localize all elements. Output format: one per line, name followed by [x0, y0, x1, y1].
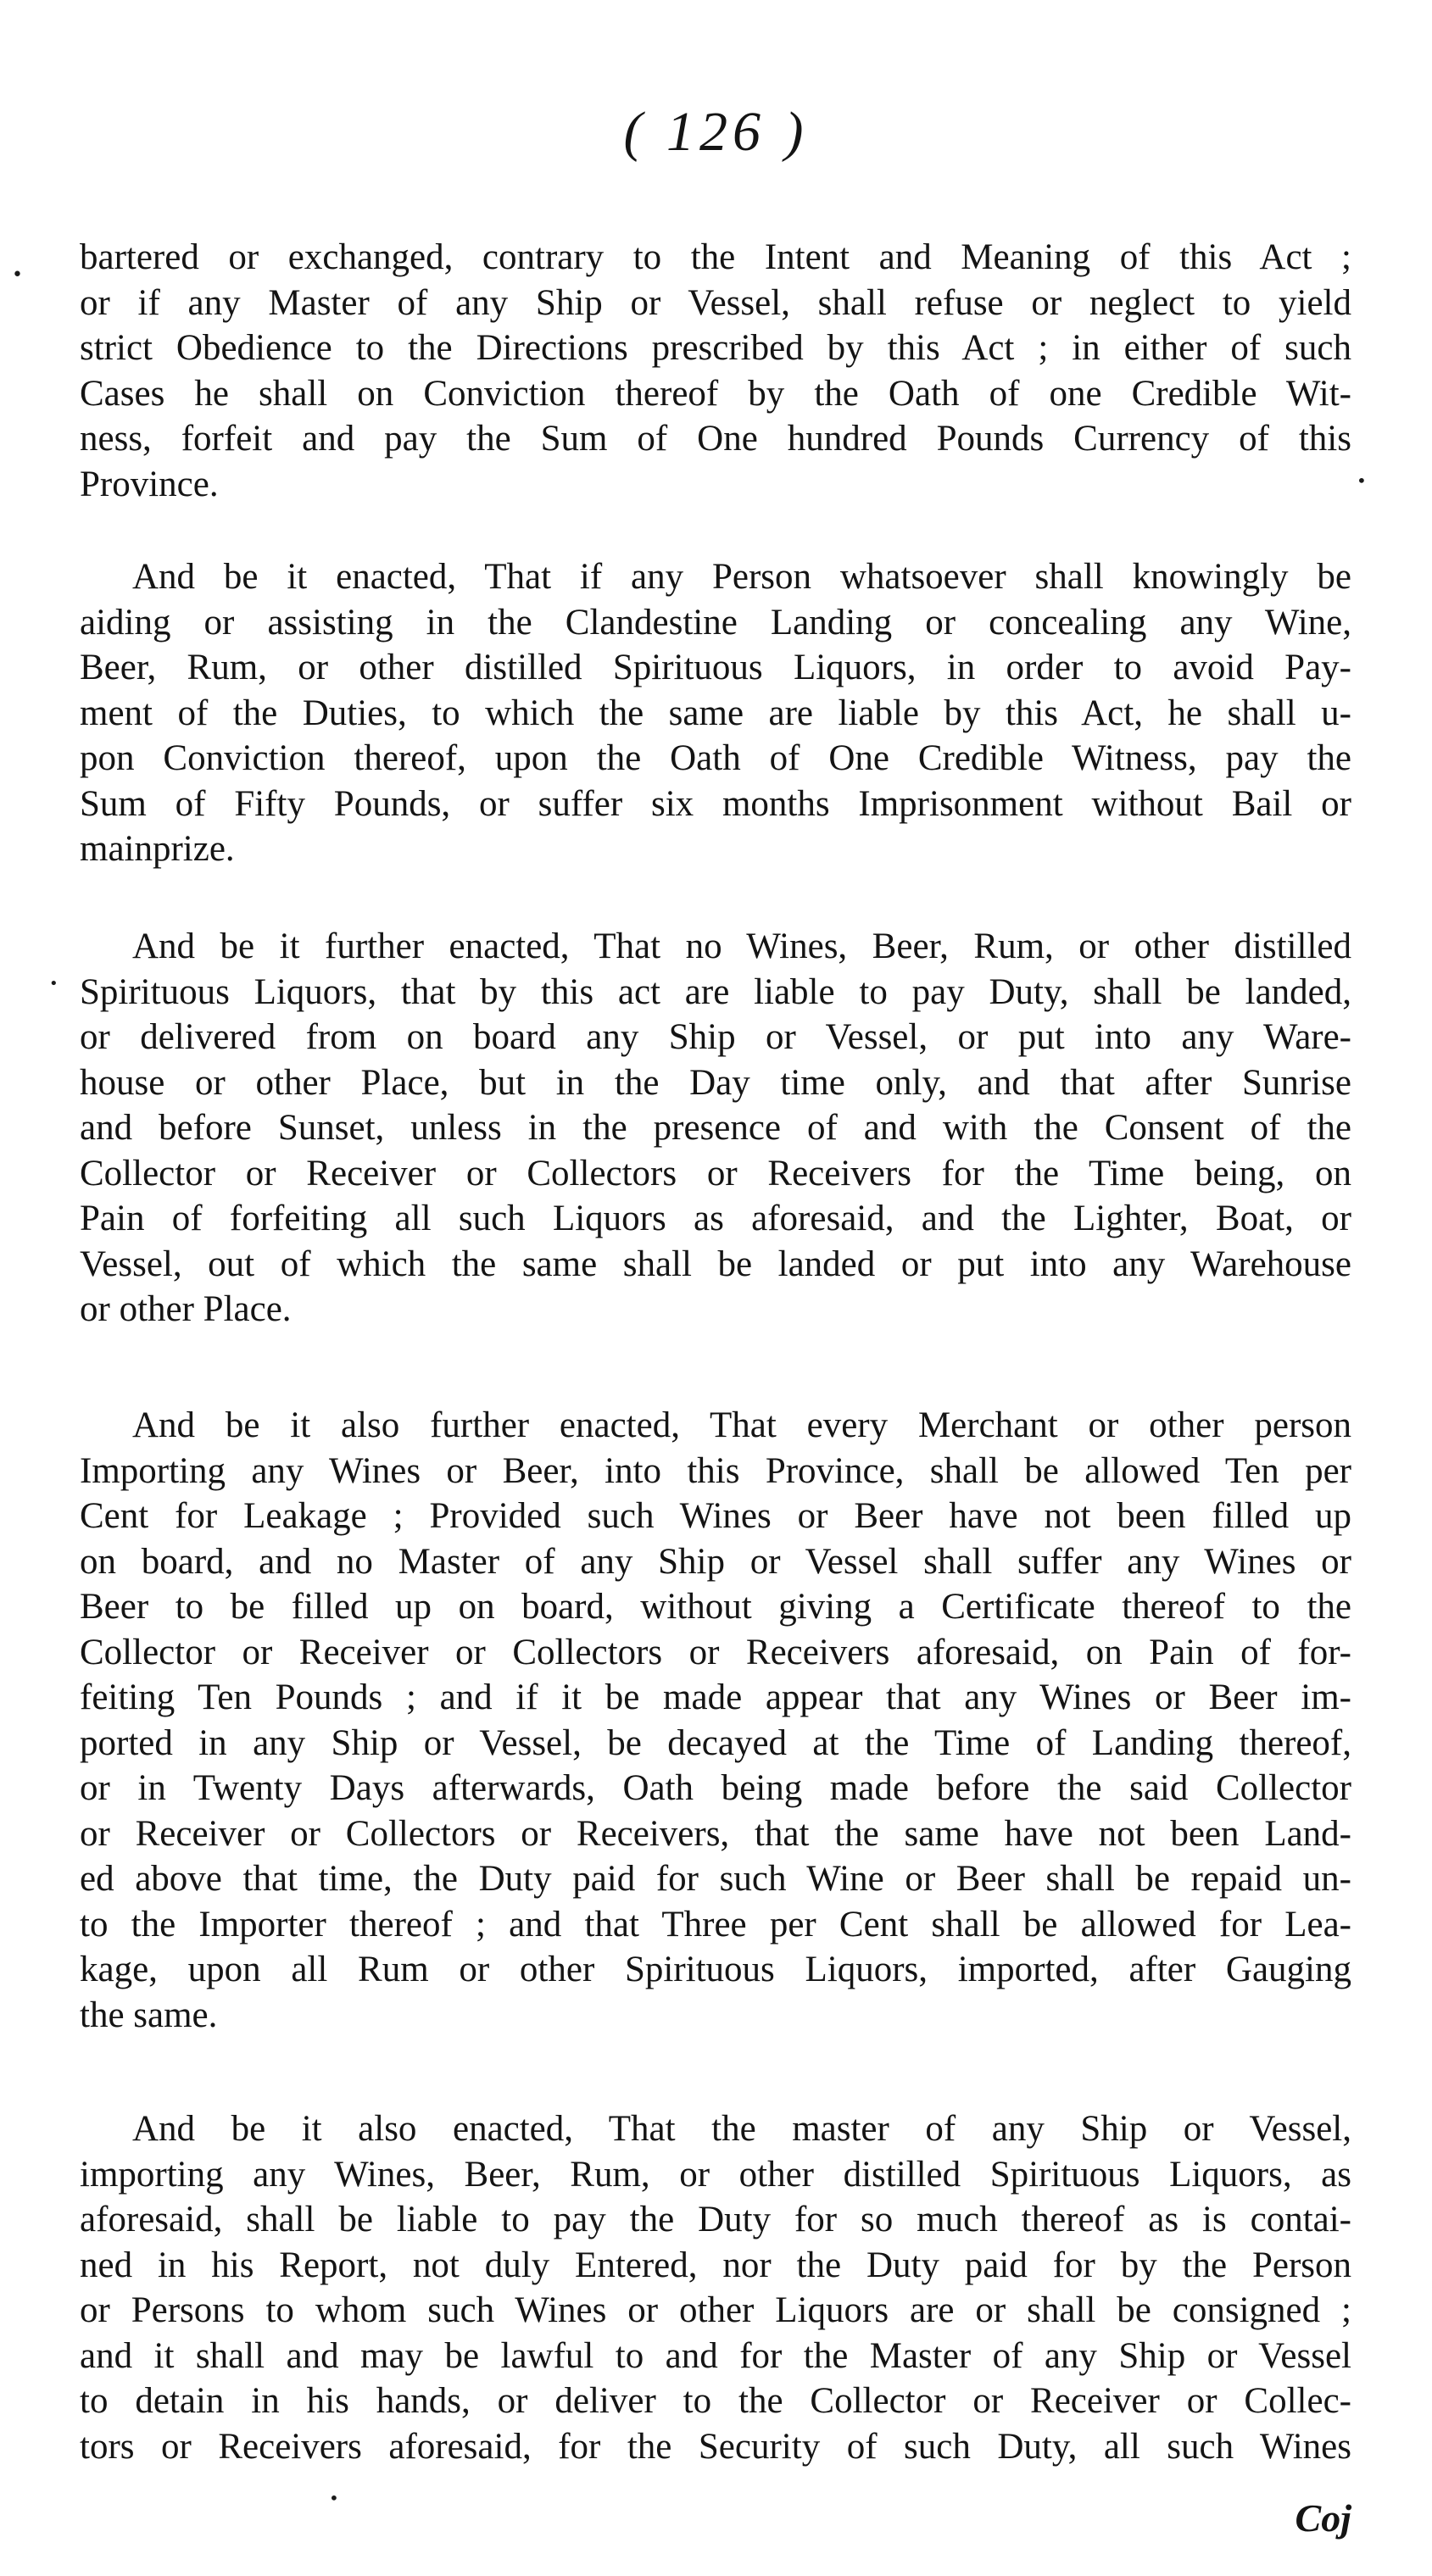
text-line: or in Twenty Days afterwards, Oath being made before the said Collector — [80, 1768, 1351, 1808]
paragraph-enactment — [80, 554, 1351, 872]
text-line: ed above that time, the Duty paid for such Wine or Beer shall be repaid un- — [80, 1859, 1351, 1899]
text-line: And be it also further enacted, That every Merchant or other person — [132, 1405, 1351, 1445]
text-line: ported in any Ship or Vessel, be decayed at the Time of Landing thereof, — [80, 1722, 1351, 1763]
text-line: to the Importer thereof ; and that Three per Cent shall be allowed for Lea- — [80, 1904, 1351, 1945]
text-line: aiding or assisting in the Clandestine Landing or concealing any Wine, — [80, 602, 1351, 643]
text-line: mainprize. — [80, 829, 235, 869]
text-line: to detain in his hands, or deliver to the Collector or Receiver or Collec- — [80, 2381, 1351, 2421]
text-line: Collector or Receiver or Collectors or Receivers for the Time being, on — [80, 1153, 1351, 1193]
text-line: Beer, Rum, or other distilled Spirituous Liquors, in order to avoid Pay- — [80, 648, 1351, 687]
text-line: Spirituous Liquors, that by this act are liable to pay Duty, shall be landed, — [80, 971, 1351, 1012]
text-line: Province. — [80, 464, 219, 504]
text-line: the same. — [80, 1995, 218, 2035]
text-line: Pain of forfeiting all such Liquors as aforesaid, and the Lighter, Boat, or — [80, 1199, 1351, 1238]
paragraph-enactment — [80, 1403, 1351, 2038]
text-line: Sum of Fifty Pounds, or suffer six months Imprisonment without Bail or — [80, 783, 1351, 824]
paragraph-enactment — [80, 2106, 1351, 2469]
text-line: or delivered from on board any Ship or Vessel, or put into any Ware- — [80, 1017, 1351, 1057]
page-number: ( 126 ) — [623, 101, 809, 163]
text-line: Beer to be filled up on board, without giving a Certificate thereof to the — [80, 1587, 1351, 1627]
paragraph-enactment — [80, 924, 1351, 1333]
text-line: And be it also enacted, That the master of any Ship or Vessel, — [132, 2109, 1351, 2149]
ink-speck: • — [12, 264, 23, 286]
text-line: kage, upon all Rum or other Spirituous Liquors, imported, after Gauging — [80, 1950, 1351, 1989]
text-line: or Persons to whom such Wines or other Liquors are or shall be consigned ; — [80, 2290, 1351, 2330]
text-line: house or other Place, but in the Day time only, and that after Sunrise — [80, 1062, 1351, 1103]
ink-speck: • — [329, 2488, 339, 2508]
text-line: aforesaid, shall be liable to pay the Duty for so much thereof as is contai- — [80, 2200, 1351, 2239]
text-line: on board, and no Master of any Ship or Vessel shall suffer any Wines or — [80, 1541, 1351, 1582]
text-line: tors or Receivers aforesaid, for the Security of such Duty, all such Wines — [80, 2426, 1351, 2467]
text-line: or Receiver or Collectors or Receivers, that the same have not been Land- — [80, 1813, 1351, 1854]
text-line: pon Conviction thereof, upon the Oath of One Credible Witness, pay the — [80, 738, 1351, 778]
text-line: and before Sunset, unless in the presence of and with the Consent of the — [80, 1108, 1351, 1148]
text-line: ned in his Report, not duly Entered, nor the Duty paid for by the Person — [80, 2245, 1351, 2285]
text-line: and it shall and may be lawful to and for the Master of any Ship or Vessel — [80, 2335, 1351, 2376]
text-line: or if any Master of any Ship or Vessel, shall refuse or neglect to yield — [80, 282, 1351, 323]
text-line: Importing any Wines or Beer, into this Province, shall be allowed Ten per — [80, 1450, 1351, 1491]
text-line: And be it further enacted, That no Wines, Beer, Rum, or other distilled — [132, 926, 1351, 966]
text-line: or other Place. — [80, 1289, 292, 1329]
text-line: And be it enacted, That if any Person whatsoever shall knowingly be — [132, 557, 1351, 597]
text-line: ment of the Duties, to which the same are liable by this Act, he shall u- — [80, 693, 1351, 733]
catchword: Coj — [1295, 2496, 1351, 2540]
text-line: ness, forfeit and pay the Sum of One hundred Pounds Currency of this — [80, 419, 1351, 459]
ink-speck: • — [1357, 470, 1367, 491]
paragraph-continuation — [80, 235, 1351, 507]
text-line: Cases he shall on Conviction thereof by the Oath of one Credible Wit- — [80, 373, 1351, 414]
text-line: feiting Ten Pounds ; and if it be made appear that any Wines or Beer im- — [80, 1677, 1351, 1717]
text-line: Vessel, out of which the same shall be landed or put into any Warehouse — [80, 1243, 1351, 1284]
text-line: Cent for Leakage ; Provided such Wines or Beer have not been filled up — [80, 1496, 1351, 1536]
text-line: strict Obedience to the Directions prescribed by this Act ; in either of such — [80, 328, 1351, 368]
text-line: Collector or Receiver or Collectors or Receivers aforesaid, on Pain of for- — [80, 1632, 1351, 1672]
text-line: bartered or exchanged, contrary to the Intent and Meaning of this Act ; — [80, 237, 1351, 277]
text-line: importing any Wines, Beer, Rum, or other distilled Spirituous Liquors, as — [80, 2154, 1351, 2195]
ink-speck: • — [49, 975, 59, 993]
